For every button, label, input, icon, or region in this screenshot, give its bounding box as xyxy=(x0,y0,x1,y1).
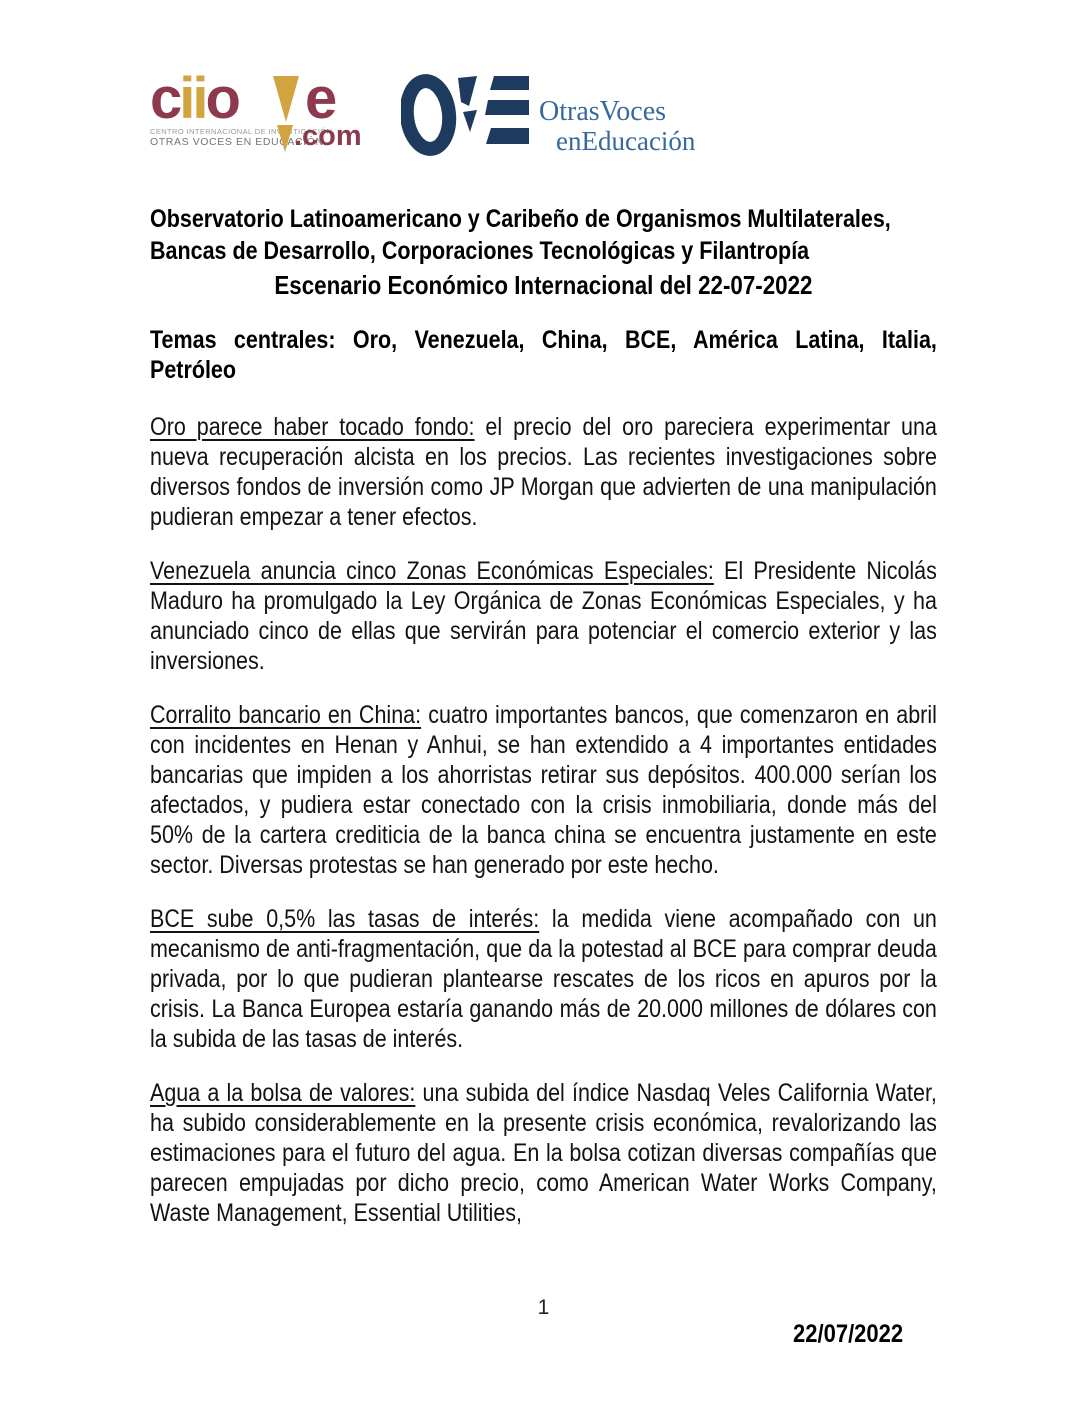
paragraph-agua-body: una subida del índice Nasdaq Veles California Water, ha subido considerablemente en la presente crisis económica, revalorizando las estimaciones para el futuro del agua. En la bolsa cotizan diversas compañías que parecen empujadas por dicho precio, como American Water Works Company, Waste Management, Essential Utilities, xyxy=(150,1079,937,1227)
ciiove-letter-o: o xyxy=(205,66,238,131)
paragraph-oro xyxy=(150,412,937,532)
central-topics-line2: Petróleo xyxy=(150,356,237,384)
ciiove-caption-line1: CENTRO INTERNACIONAL DE INVESTIGACIÓN xyxy=(150,127,333,136)
paragraph-venezuela-lead: Venezuela anuncia cinco Zonas Económicas Especiales: xyxy=(150,557,714,585)
ciiove-caption-line2: OTRAS VOCES EN EDUCACIÓN xyxy=(150,136,324,148)
paragraph-china xyxy=(150,700,937,880)
ove-logo xyxy=(401,74,696,164)
ciiove-v-triangle-icon xyxy=(273,76,299,122)
central-topics-line1: Temas centrales: Oro, Venezuela, China, BCE, América Latina, Italia, xyxy=(150,326,937,354)
organization-heading: Observatorio Latinoamericano y Caribeño de Organismos Multilaterales, Bancas de Desarrollo, Corporaciones Tecnológicas y Filantropía xyxy=(150,205,891,265)
ove-monogram-icon xyxy=(401,74,533,156)
paragraph-agua-lead: Agua a la bolsa de valores: xyxy=(150,1079,416,1107)
paragraph-china-lead: Corralito bancario en China: xyxy=(150,701,422,729)
paragraph-china-body: cuatro importantes bancos, que comenzaron en abril con incidentes en Henan y Anhui, se han extendido a 4 importantes entidades bancarias que impiden a los ahorristas retirar sus depósitos. 400.000 serían los afectados, y pudiera estar conectado con la crisis inmobiliaria, donde más del 50% de la cartera crediticia de la banca china se encuentra justamente en este sector. Diversas protestas se han generado por este hecho. xyxy=(150,701,937,879)
paragraph-oro-body: el precio del oro pareciera experimentar una nueva recuperación alcista en los precios. Las recientes investigaciones sobre diversos fondos de inversión como JP Morgan que advierten de una manipulación pudieran empezar a tener efectos. xyxy=(150,413,937,531)
paragraph-venezuela xyxy=(150,556,937,676)
central-topics xyxy=(150,325,937,385)
ciiove-letter-c: c xyxy=(150,66,180,131)
document-title: Escenario Económico Internacional del 22-07-2022 xyxy=(274,270,813,300)
document-body xyxy=(150,203,937,1228)
footer-date: 22/07/2022 xyxy=(792,1320,903,1348)
paragraph-venezuela-body: El Presidente Nicolás Maduro ha promulgado la Ley Orgánica de Zonas Económicas Especiales, y ha anunciado cinco de ellas que servirán para potenciar el comercio exterior y las inversiones. xyxy=(150,557,937,675)
ciiove-dotcom: .com xyxy=(294,120,362,152)
paragraph-agua xyxy=(150,1078,937,1228)
ove-text-line2: enEducación xyxy=(556,126,696,156)
page-number: 1 xyxy=(537,1296,550,1319)
paragraph-bce-lead: BCE sube 0,5% las tasas de interés: xyxy=(150,905,540,933)
ciiove-small-triangle-icon xyxy=(277,125,293,152)
paragraph-bce-body: la medida viene acompañado con un mecanismo de anti-fragmentación, que da la potestad al BCE para comprar deuda privada, por lo que pudieran plantearse rescates de los ricos en apuros por la crisis. La Banca Europea estaría ganando más de 20.000 millones de dólares con la subida de las tasas de interés. xyxy=(150,905,937,1053)
ciiove-letters-ii: ii xyxy=(179,66,206,131)
paragraph-oro-lead: Oro parece haber tocado fondo: xyxy=(150,413,475,441)
ove-text-line1: OtrasVoces xyxy=(539,96,667,127)
ciiove-wordmark xyxy=(150,66,238,131)
ciiove-letter-e: e xyxy=(305,66,338,131)
paragraph-bce xyxy=(150,904,937,1054)
ciiove-logo xyxy=(150,64,375,160)
